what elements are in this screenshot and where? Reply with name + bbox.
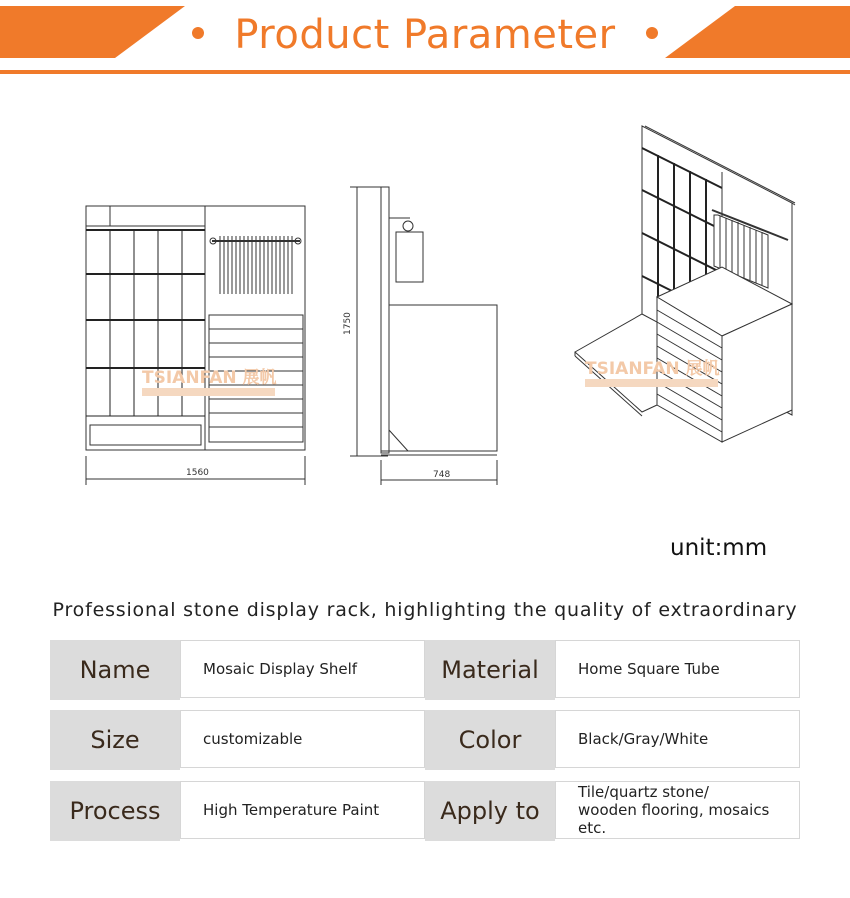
param-row <box>50 781 800 841</box>
dim-depth-label: 748 <box>433 470 451 480</box>
param-value-multiline <box>578 783 799 837</box>
page-title <box>0 12 850 58</box>
param-value: Home Square Tube <box>555 640 800 698</box>
param-row <box>50 710 800 770</box>
isometric-view <box>575 126 795 442</box>
watermark-text: TSIANFAN 展帆 <box>585 359 720 379</box>
param-label: Process <box>50 781 180 841</box>
param-label: Color <box>425 710 555 770</box>
watermark-text: TSIANFAN 展帆 <box>142 368 277 388</box>
param-value: Black/Gray/White <box>555 710 800 768</box>
param-value: Mosaic Display Shelf <box>180 640 425 698</box>
side-view <box>350 187 497 485</box>
bullet-dot-icon <box>646 27 658 39</box>
param-value-line: Tile/quartz stone/ <box>578 783 709 801</box>
front-view <box>86 206 305 485</box>
param-label: Material <box>425 640 555 700</box>
param-label: Apply to <box>425 781 555 841</box>
dim-width-label: 1560 <box>186 468 209 478</box>
tagline: Professional stone display rack, highlighting the quality of extraordinary <box>52 599 798 621</box>
param-value-line: wooden flooring, mosaics etc. <box>578 801 770 837</box>
param-value: customizable <box>180 710 425 768</box>
param-label: Size <box>50 710 180 770</box>
param-value: High Temperature Paint <box>180 781 425 839</box>
technical-drawing <box>0 90 850 530</box>
page-title-text: Product Parameter <box>234 12 616 58</box>
dim-height-label: 1750 <box>343 312 353 335</box>
banner-underline <box>0 70 850 74</box>
watermark-bar <box>585 379 718 387</box>
param-value <box>555 781 800 839</box>
param-label: Name <box>50 640 180 700</box>
header-banner <box>0 0 850 80</box>
watermark-bar <box>142 388 275 396</box>
param-row <box>50 640 800 700</box>
drawing-svg <box>0 90 850 530</box>
unit-label: unit:mm <box>670 535 768 561</box>
bullet-dot-icon <box>192 27 204 39</box>
